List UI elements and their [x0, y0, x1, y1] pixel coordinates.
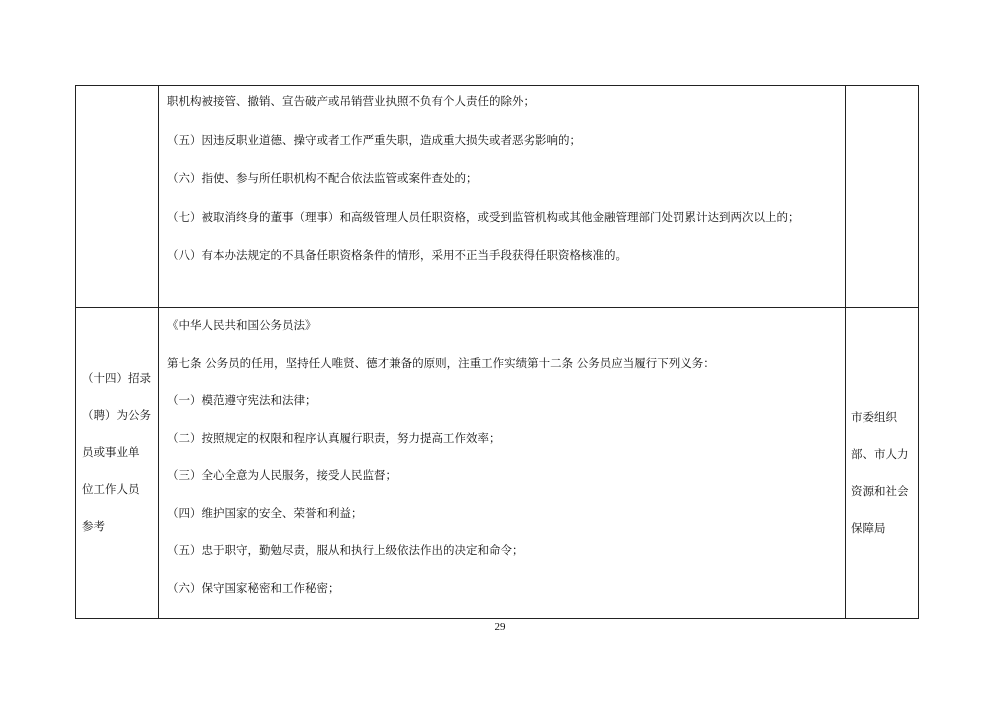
department-cell [846, 308, 919, 619]
table-row [76, 86, 919, 308]
department-line: 市委组织 [851, 410, 897, 424]
content-line: 职机构被接管、撤销、宣告破产或吊销营业执照不负有个人责任的除外； [167, 94, 535, 108]
content-cell [159, 308, 846, 619]
content-line: 第七条 公务员的任用，坚持任人唯贤、德才兼备的原则，注重工作实绩第十二条 公务员应当履行下列义务： [167, 355, 715, 370]
content-line: （六）保守国家秘密和工作秘密； [167, 580, 340, 595]
content-cell [159, 86, 846, 308]
content-line: （六）指使、参与所任职机构不配合依法监管或案件查处的； [167, 171, 478, 185]
content-line: （三）全心全意为人民服务，接受人民监督； [167, 468, 397, 482]
content-line: （四）维护国家的安全、荣誉和利益； [167, 505, 363, 520]
policy-table [75, 85, 919, 619]
department-cell [846, 86, 919, 308]
content-line: （八）有本办法规定的不具备任职资格条件的情形，采用不正当手段获得任职资格核准的。 [167, 248, 627, 262]
content-line: （七）被取消终身的董事（理事）和高级管理人员任职资格，或受到监管机构或其他金融管理部门处罚累计达到两次以上的； [167, 209, 800, 224]
category-line: 参考 [82, 519, 105, 533]
content-line: （五）因违反职业道德、操守或者工作严重失职，造成重大损失或者恶劣影响的； [167, 132, 581, 147]
content-line: （五）忠于职守，勤勉尽责，服从和执行上级依法作出的决定和命令； [167, 543, 524, 557]
category-line: 位工作人员 [82, 482, 140, 496]
category-line: （十四）招录 [82, 371, 151, 385]
category-line: （聘）为公务 [82, 408, 151, 422]
page-number: 29 [494, 621, 506, 633]
category-cell [76, 86, 159, 308]
department-line: 资源和社会 [851, 484, 909, 498]
law-title: 《中华人民共和国公务员法》 [167, 318, 317, 332]
category-cell [76, 308, 159, 619]
content-line: （二）按照规定的权限和程序认真履行职责，努力提高工作效率； [167, 430, 501, 445]
department-line: 保障局 [851, 521, 886, 535]
department-line: 部、市人力 [851, 447, 909, 461]
table-row [76, 308, 919, 619]
content-line: （一）模范遵守宪法和法律； [167, 393, 317, 407]
category-line: 员或事业单 [82, 445, 140, 459]
